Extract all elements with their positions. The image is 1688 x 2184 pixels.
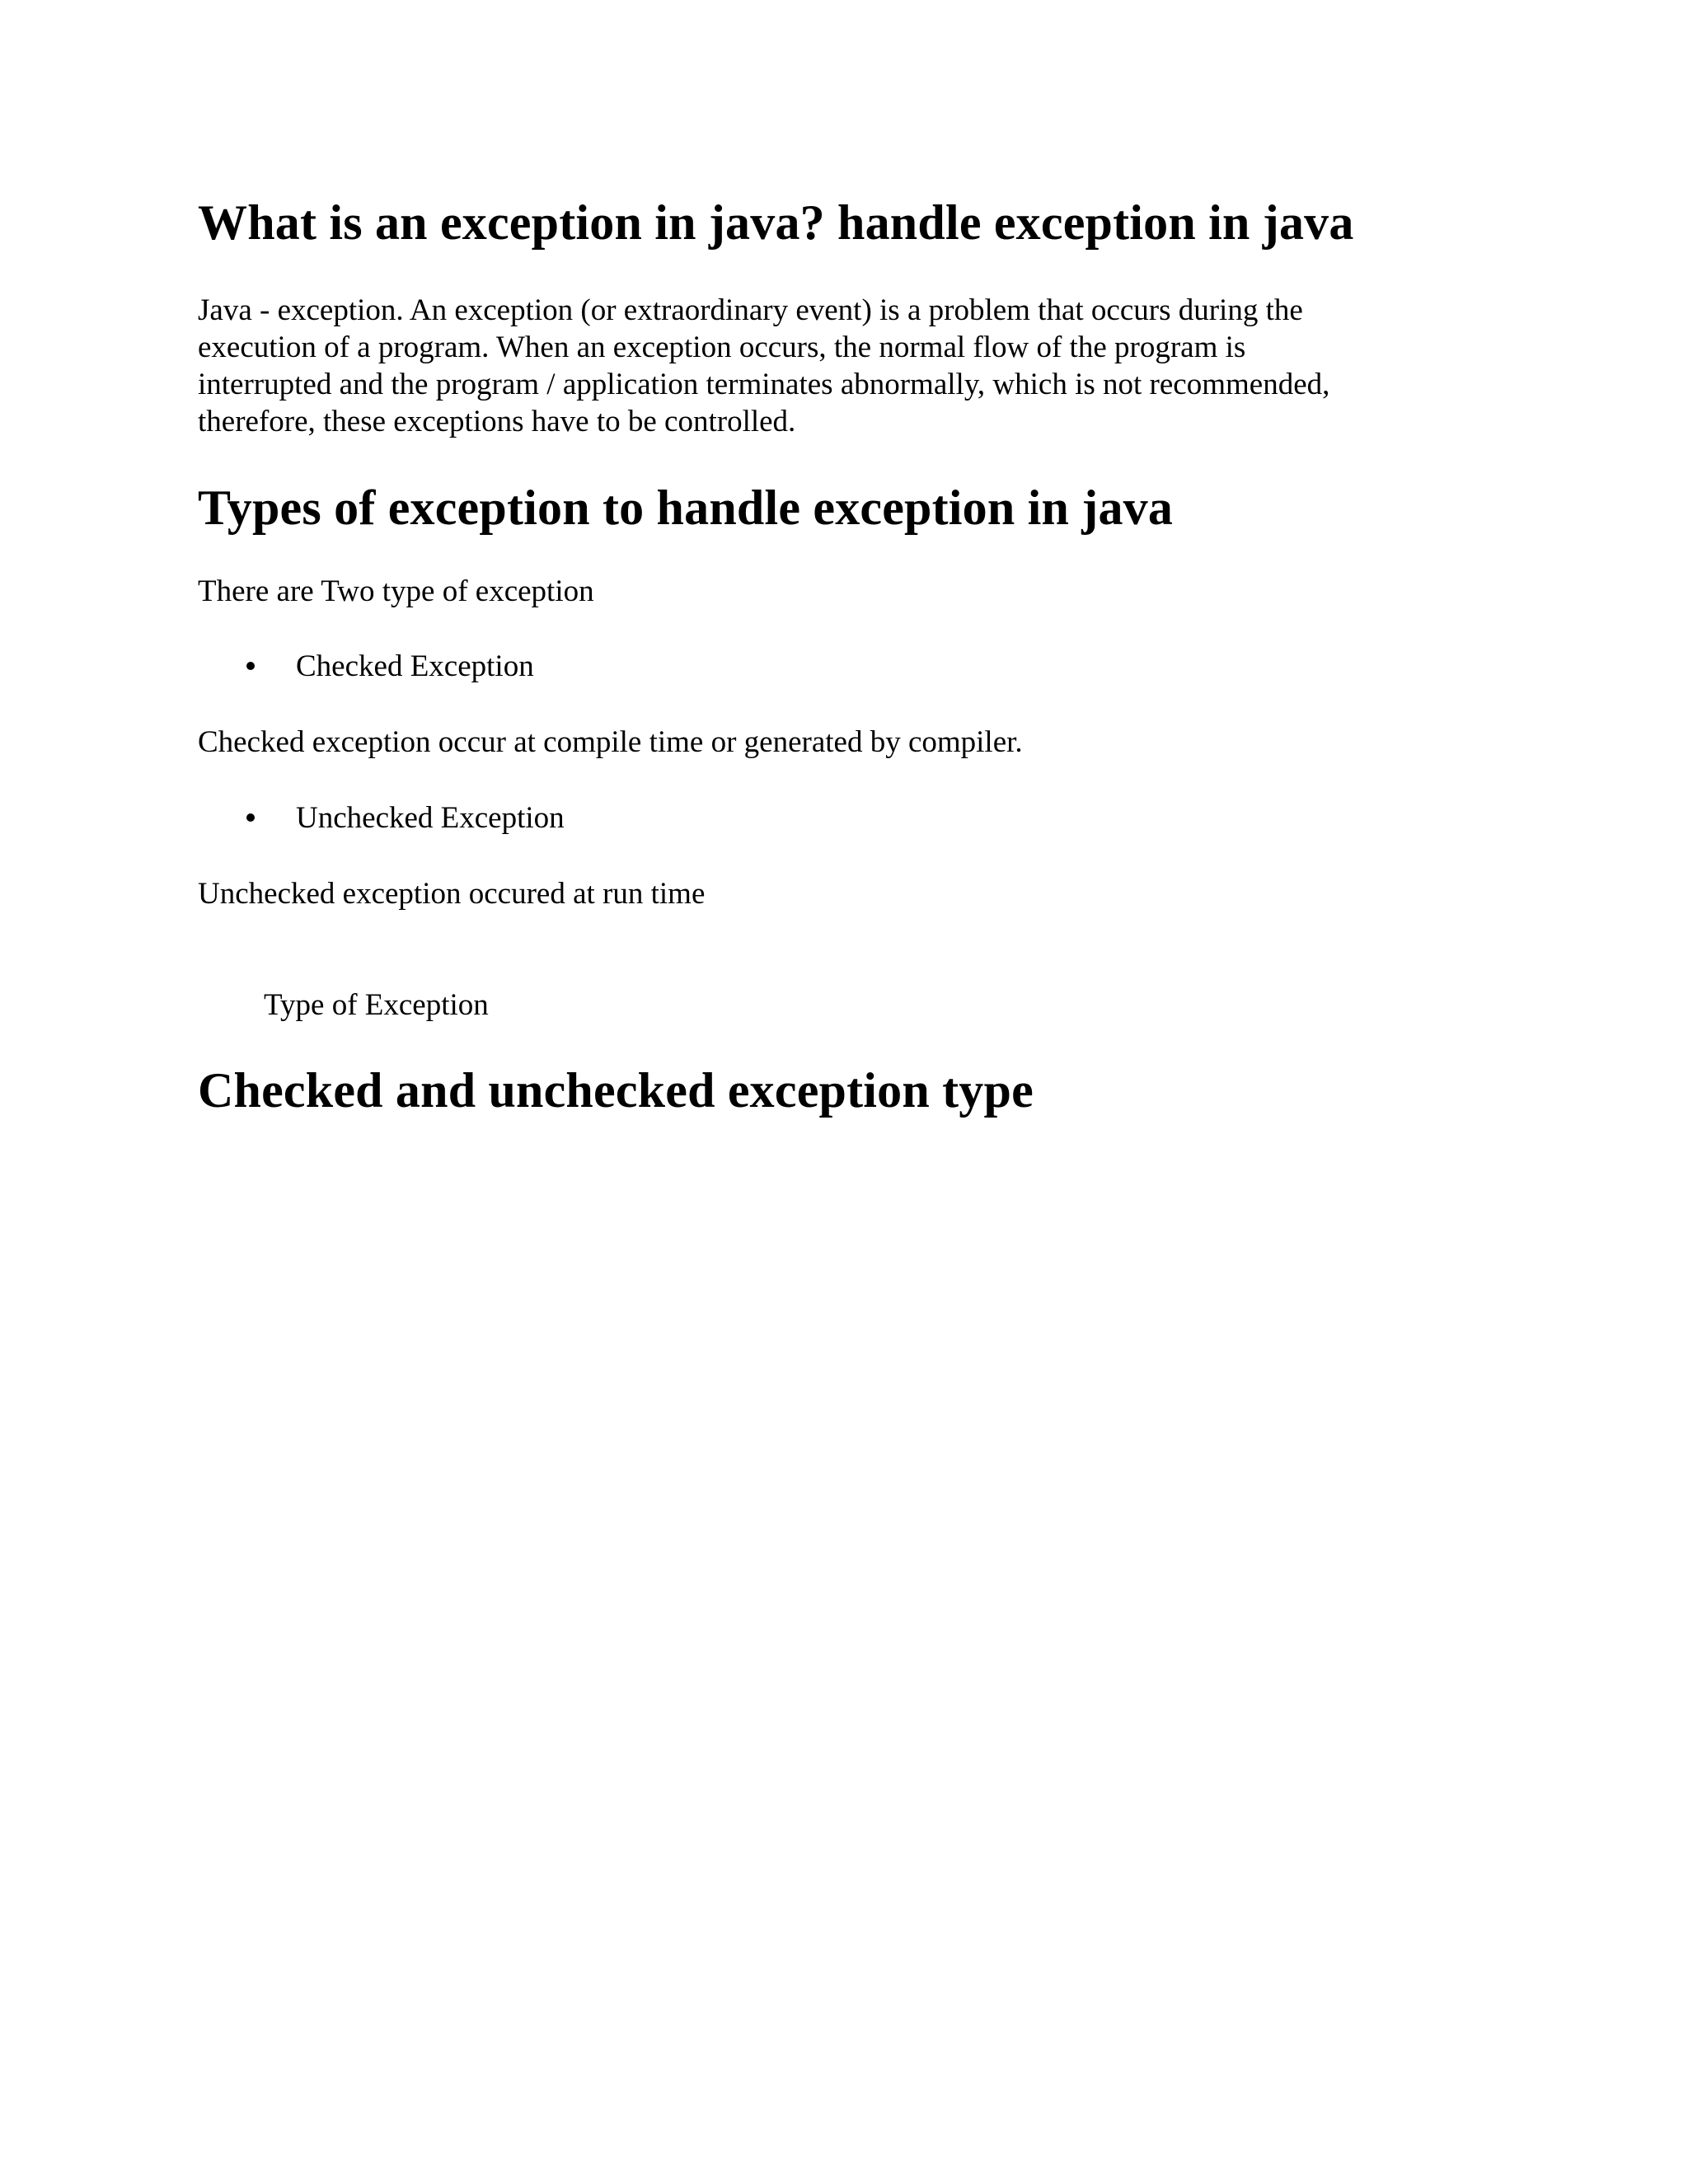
unchecked-description: Unchecked exception occured at run time (198, 877, 706, 911)
intro-paragraph (198, 292, 1418, 440)
intro-line: Java - exception. An exception (or extraordinary event) is a problem that occurs during the (198, 293, 1303, 327)
types-intro-text: There are Two type of exception (198, 574, 594, 608)
figure-caption: Type of Exception (264, 988, 489, 1022)
list-item-label: Checked Exception (296, 649, 534, 683)
intro-line: interrupted and the program / application terminates abnormally, which is not recommended, (198, 368, 1330, 401)
types-heading: Types of exception to handle exception in java (198, 480, 1174, 535)
checked-unchecked-heading: Checked and unchecked exception type (198, 1063, 1034, 1118)
main-heading: What is an exception in java? handle exception in java (198, 195, 1354, 250)
list-item-label: Unchecked Exception (296, 801, 565, 835)
intro-line: execution of a program. When an exception occurs, the normal flow of the program is (198, 330, 1246, 364)
checked-description: Checked exception occur at compile time or generated by compiler. (198, 725, 1023, 759)
bullet-icon (246, 813, 255, 822)
bullet-icon (246, 662, 255, 670)
intro-line: therefore, these exceptions have to be controlled. (198, 405, 796, 438)
